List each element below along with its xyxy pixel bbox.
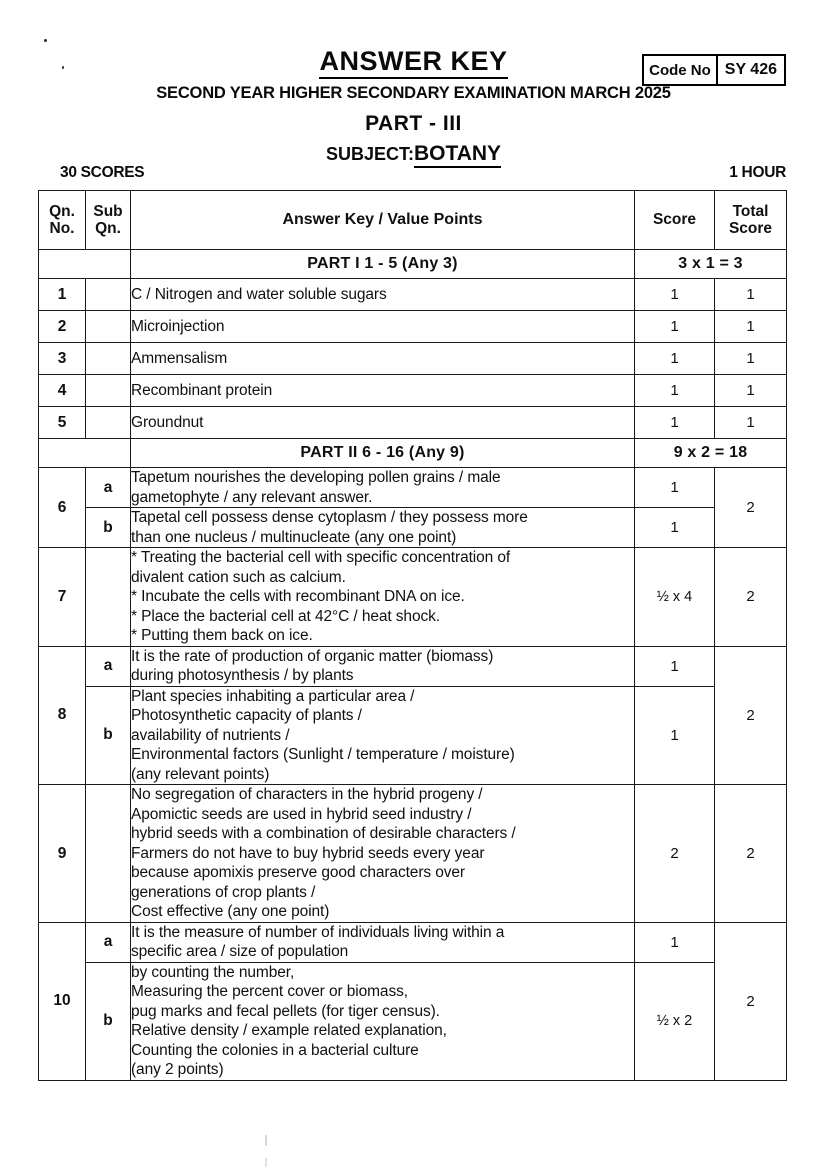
answer-line: because apomixis preserve good characters over — [131, 864, 465, 882]
sub-question-label — [86, 375, 131, 407]
answer-line: No segregation of characters in the hybrid progeny / — [131, 786, 483, 804]
table-row — [39, 375, 787, 407]
answer-text — [131, 548, 635, 647]
part-heading: PART - III — [365, 111, 462, 135]
answer-line: (any 2 points) — [131, 1061, 224, 1079]
answer-text — [131, 468, 635, 508]
answer-text — [131, 646, 635, 686]
header-answer-key: Answer Key / Value Points — [131, 191, 635, 250]
question-number: 8 — [39, 646, 86, 785]
total-score-value: 2 — [715, 548, 787, 647]
exam-subtitle: SECOND YEAR HIGHER SECONDARY EXAMINATION MARCH 2025 — [156, 84, 671, 102]
total-score-value: 1 — [715, 407, 787, 439]
page-title: ANSWER KEY — [0, 48, 827, 75]
score-value: 1 — [635, 646, 715, 686]
score-value: 1 — [635, 311, 715, 343]
total-score-value: 1 — [715, 375, 787, 407]
sub-question-label — [86, 279, 131, 311]
answer-line: (any relevant points) — [131, 765, 270, 783]
code-no-box — [642, 54, 786, 86]
score-value: 1 — [635, 468, 715, 508]
answer-text — [131, 922, 635, 962]
subject-heading — [0, 143, 827, 164]
answer-line: Tapetal cell possess dense cytoplasm / they possess more — [131, 509, 528, 527]
answer-line: Farmers do not have to buy hybrid seeds every year — [131, 844, 485, 862]
answer-text — [131, 962, 635, 1080]
sub-question-label: a — [86, 646, 131, 686]
total-score-value: 2 — [715, 922, 787, 1080]
total-scores-label: 30 SCORES — [60, 164, 145, 181]
table-row — [39, 686, 787, 785]
question-number: 4 — [39, 375, 86, 407]
table-row — [39, 343, 787, 375]
table-header-row — [39, 191, 787, 250]
score-value: 1 — [635, 686, 715, 785]
answer-line: availability of nutrients / — [131, 726, 290, 744]
section-label: PART I 1 - 5 (Any 3) — [131, 250, 635, 279]
table-row — [39, 311, 787, 343]
score-value: 1 — [635, 343, 715, 375]
header-qn-no: Qn. No. — [39, 191, 86, 250]
section-spacer-qn — [39, 439, 131, 468]
section-divider-row — [39, 250, 787, 279]
answer-line: gametophyte / any relevant answer. — [131, 488, 373, 506]
section-spacer-qn — [39, 250, 131, 279]
sub-question-label: a — [86, 922, 131, 962]
answer-line: pug marks and fecal pellets (for tiger census). — [131, 1002, 440, 1020]
table-row — [39, 407, 787, 439]
answer-text — [131, 279, 635, 311]
answer-key-table — [38, 190, 787, 1081]
question-number: 2 — [39, 311, 86, 343]
sub-question-label — [86, 785, 131, 923]
answer-text — [131, 407, 635, 439]
answer-line: Apomictic seeds are used in hybrid seed industry / — [131, 805, 472, 823]
question-number: 5 — [39, 407, 86, 439]
sub-question-label: b — [86, 508, 131, 548]
score-value: 1 — [635, 508, 715, 548]
sub-question-label — [86, 407, 131, 439]
answer-line: Measuring the percent cover or biomass, — [131, 983, 408, 1001]
answer-line: by counting the number, — [131, 963, 295, 981]
answer-line: C / Nitrogen and water soluble sugars — [131, 285, 387, 303]
sub-question-label — [86, 548, 131, 647]
scan-speckle — [265, 1135, 267, 1146]
score-value: 1 — [635, 375, 715, 407]
total-score-value: 2 — [715, 468, 787, 548]
table-row — [39, 279, 787, 311]
answer-key-table-body — [39, 191, 787, 1081]
answer-text — [131, 343, 635, 375]
subject-label: SUBJECT: — [325, 143, 414, 164]
code-no-value: SY 426 — [724, 61, 777, 78]
header-sub-qn: Sub Qn. — [86, 191, 131, 250]
answer-text — [131, 311, 635, 343]
total-score-value: 2 — [715, 785, 787, 923]
score-value: 1 — [635, 922, 715, 962]
score-value: ½ x 4 — [635, 548, 715, 647]
answer-line: * Place the bacterial cell at 42°C / heat shock. — [131, 607, 440, 625]
answer-line: generations of crop plants / — [131, 883, 316, 901]
score-value: ½ x 2 — [635, 962, 715, 1080]
score-value: 1 — [635, 279, 715, 311]
answer-line: during photosynthesis / by plants — [131, 667, 354, 685]
answer-line: * Treating the bacterial cell with specific concentration of — [131, 549, 511, 567]
table-row — [39, 962, 787, 1080]
answer-line: specific area / size of population — [131, 943, 349, 961]
answer-line: Environmental factors (Sunlight / temperature / moisture) — [131, 746, 515, 764]
exam-meta-line — [60, 164, 786, 182]
answer-text — [131, 375, 635, 407]
total-score-value: 1 — [715, 279, 787, 311]
section-label: PART II 6 - 16 (Any 9) — [131, 439, 635, 468]
answer-line: Photosynthetic capacity of plants / — [131, 707, 362, 725]
answer-line: Ammensalism — [131, 349, 228, 367]
sub-question-label — [86, 343, 131, 375]
total-score-value: 1 — [715, 311, 787, 343]
question-number: 6 — [39, 468, 86, 548]
scan-speckle — [265, 1158, 267, 1167]
table-row — [39, 646, 787, 686]
answer-line: than one nucleus / multinucleate (any one point) — [131, 528, 457, 546]
answer-line: It is the rate of production of organic matter (biomass) — [131, 647, 494, 665]
section-marks: 3 x 1 = 3 — [635, 250, 787, 279]
table-row — [39, 468, 787, 508]
sub-question-label: b — [86, 962, 131, 1080]
answer-text — [131, 686, 635, 785]
score-value: 1 — [635, 407, 715, 439]
subject-name: BOTANY — [414, 142, 501, 168]
header-total-score: Total Score — [715, 191, 787, 250]
question-number: 3 — [39, 343, 86, 375]
answer-line: It is the measure of number of individuals living within a — [131, 923, 505, 941]
table-row — [39, 508, 787, 548]
total-score-value: 1 — [715, 343, 787, 375]
table-row — [39, 548, 787, 647]
answer-line: * Incubate the cells with recombinant DNA on ice. — [131, 588, 465, 606]
sub-question-label: a — [86, 468, 131, 508]
question-number: 9 — [39, 785, 86, 923]
answer-line: divalent cation such as calcium. — [131, 568, 346, 586]
code-no-label: Code No — [644, 56, 718, 84]
header-score: Score — [635, 191, 715, 250]
answer-line: Tapetum nourishes the developing pollen grains / male — [131, 469, 501, 486]
question-number: 7 — [39, 548, 86, 647]
answer-line: Groundnut — [131, 413, 204, 431]
duration-label: 1 HOUR — [729, 164, 786, 181]
answer-line: * Putting them back on ice. — [131, 627, 313, 645]
answer-line: Cost effective (any one point) — [131, 903, 330, 921]
section-divider-row — [39, 439, 787, 468]
section-marks: 9 x 2 = 18 — [635, 439, 787, 468]
question-number: 1 — [39, 279, 86, 311]
answer-line: Recombinant protein — [131, 381, 273, 399]
table-row — [39, 785, 787, 923]
question-number: 10 — [39, 922, 86, 1080]
answer-line: Microinjection — [131, 317, 225, 335]
answer-text — [131, 785, 635, 923]
total-score-value: 2 — [715, 646, 787, 785]
score-value: 2 — [635, 785, 715, 923]
answer-line: hybrid seeds with a combination of desirable characters / — [131, 825, 516, 843]
sub-question-label: b — [86, 686, 131, 785]
answer-line: Relative density / example related explanation, — [131, 1022, 447, 1040]
answer-line: Plant species inhabiting a particular area / — [131, 687, 415, 705]
answer-text — [131, 508, 635, 548]
answer-line: Counting the colonies in a bacterial culture — [131, 1041, 419, 1059]
table-row — [39, 922, 787, 962]
sub-question-label — [86, 311, 131, 343]
